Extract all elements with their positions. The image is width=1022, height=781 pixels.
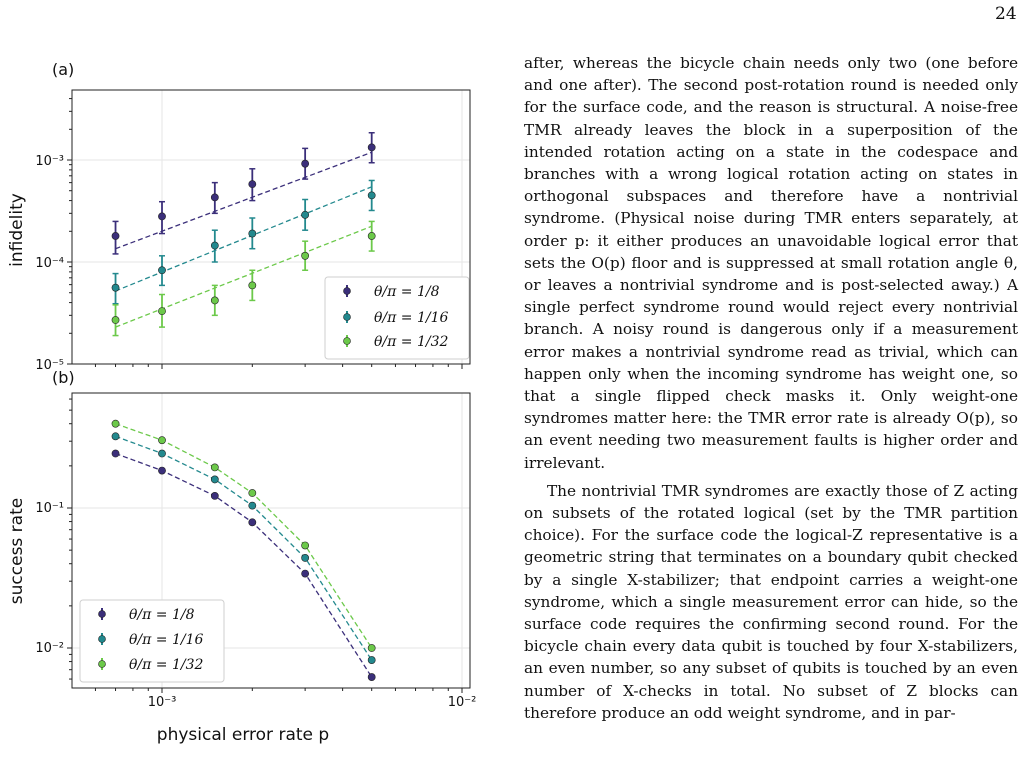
data-point-a-s3-5	[302, 252, 309, 259]
data-point-a-s1-1	[112, 232, 119, 239]
data-point-a-s3-1	[112, 316, 119, 323]
x-axis-label: physical error rate p	[156, 725, 330, 745]
legend-b-label-2: θ/π = 1/16	[129, 632, 204, 648]
legend-b	[80, 600, 224, 682]
fit-line-a-series-1	[116, 152, 372, 248]
data-point-b-s1-3	[211, 492, 218, 499]
data-point-b-s2-1	[112, 433, 119, 440]
data-point-a-s1-3	[211, 194, 218, 201]
data-point-b-s3-1	[112, 420, 119, 427]
data-point-b-s3-6	[368, 644, 375, 651]
y-axis-label-a: infidelity	[7, 193, 27, 267]
data-point-b-s3-4	[249, 489, 256, 496]
y-tick-label-a-1e-5: 10⁻⁵	[35, 358, 64, 373]
data-point-a-s2-3	[211, 242, 218, 249]
data-point-b-s1-1	[112, 450, 119, 457]
data-point-b-s3-5	[302, 542, 309, 549]
panel-b-label: (b)	[52, 368, 75, 387]
data-point-b-s1-4	[249, 519, 256, 526]
paragraph-1: after, whereas the bicycle chain needs only two (one before and one after). The second post-rotation round is needed only for the surface code, and the reason is structural. A noise-free TMR already leaves the block in a superposition of the intended rotation acting on a state in the codespace and branches with a wrong logical rotation acting on states in orthogonal subspaces and therefore have a nontrivial syndrome. (Physical noise during TMR enters separately, at order p: it either produces an unavoidable logical error that sets the O(p) floor and is suppressed at small rotation angle θ, or leaves a nontrivial syndrome and is post-selected away.) A single perfect syndrome round would reject every nontrivial branch. A noisy round is dangerous only if a measurement error makes a nontrivial syndrome read as trivial, which can happen only when the incoming syndrome has weight one, so that a single flipped check masks it. Only weight-one syndromes matter here: the TMR error rate is already O(p), so an event needing two measurement faults is higher order and irrelevant.	[524, 54, 1018, 472]
legend-a	[325, 277, 469, 359]
data-point-a-s3-3	[211, 297, 218, 304]
legend-a-label-3: θ/π = 1/32	[374, 334, 449, 350]
fit-line-a-series-2	[116, 187, 372, 291]
data-point-b-s2-3	[211, 476, 218, 483]
x-tick-label-1e-2: 10⁻²	[447, 695, 477, 710]
data-point-b-s1-2	[158, 467, 165, 474]
data-point-a-s3-4	[249, 282, 256, 289]
data-point-a-s1-2	[158, 213, 165, 220]
data-point-a-s1-6	[368, 144, 375, 151]
data-point-b-s3-3	[211, 464, 218, 471]
data-point-b-s2-4	[249, 502, 256, 509]
data-point-b-s2-5	[302, 554, 309, 561]
data-point-a-s3-6	[368, 232, 375, 239]
paragraph-2: The nontrivial TMR syndromes are exactly those of Z acting on subsets of the rotated logical (set by the TMR partition choice). For the surface code the logical-Z representative is a geometric string that terminates on a boundary qubit checked by a single X-stabilizer; that endpoint carries a weight-one syndrome, which a single measurement error can hide, so the surface code requires the confirming second round. For the bicycle chain every data qubit is touched by four X-stabilizers, an even number, so any subset of qubits is touched by an even number of X-checks in total. No subset of Z blocks can therefore produce an odd weight syndrome, and in par-	[524, 481, 1018, 722]
page-number: 24	[995, 4, 1017, 24]
data-point-a-s2-5	[302, 211, 309, 218]
y-tick-label-a-1e-3: 10⁻³	[35, 154, 64, 169]
data-point-a-s3-2	[158, 308, 165, 315]
body-text	[524, 52, 1018, 730]
x-tick-label-1e-3: 10⁻³	[147, 695, 177, 710]
legend-b-label-3: θ/π = 1/32	[129, 657, 204, 673]
data-point-a-s2-6	[368, 192, 375, 199]
y-tick-label-a-1e-4: 10⁻⁴	[35, 256, 64, 271]
y-tick-label-b-1e-1: 10⁻¹	[35, 501, 64, 516]
panel-a-label: (a)	[52, 60, 75, 79]
data-point-b-s3-2	[158, 437, 165, 444]
data-point-b-s2-2	[158, 450, 165, 457]
data-point-b-s2-6	[368, 656, 375, 663]
legend-a-label-1: θ/π = 1/8	[374, 284, 440, 300]
data-point-a-s2-1	[112, 284, 119, 291]
y-axis-label-b: success rate	[7, 497, 27, 605]
data-point-a-s1-5	[302, 160, 309, 167]
data-point-b-s1-5	[302, 570, 309, 577]
legend-a-label-2: θ/π = 1/16	[374, 310, 449, 326]
data-point-a-s2-4	[249, 230, 256, 237]
y-tick-label-b-1e-2: 10⁻²	[35, 641, 64, 656]
data-point-a-s2-2	[158, 267, 165, 274]
data-point-b-s1-6	[368, 673, 375, 680]
data-point-a-s1-4	[249, 181, 256, 188]
figure	[0, 0, 500, 781]
legend-b-label-1: θ/π = 1/8	[129, 607, 195, 623]
